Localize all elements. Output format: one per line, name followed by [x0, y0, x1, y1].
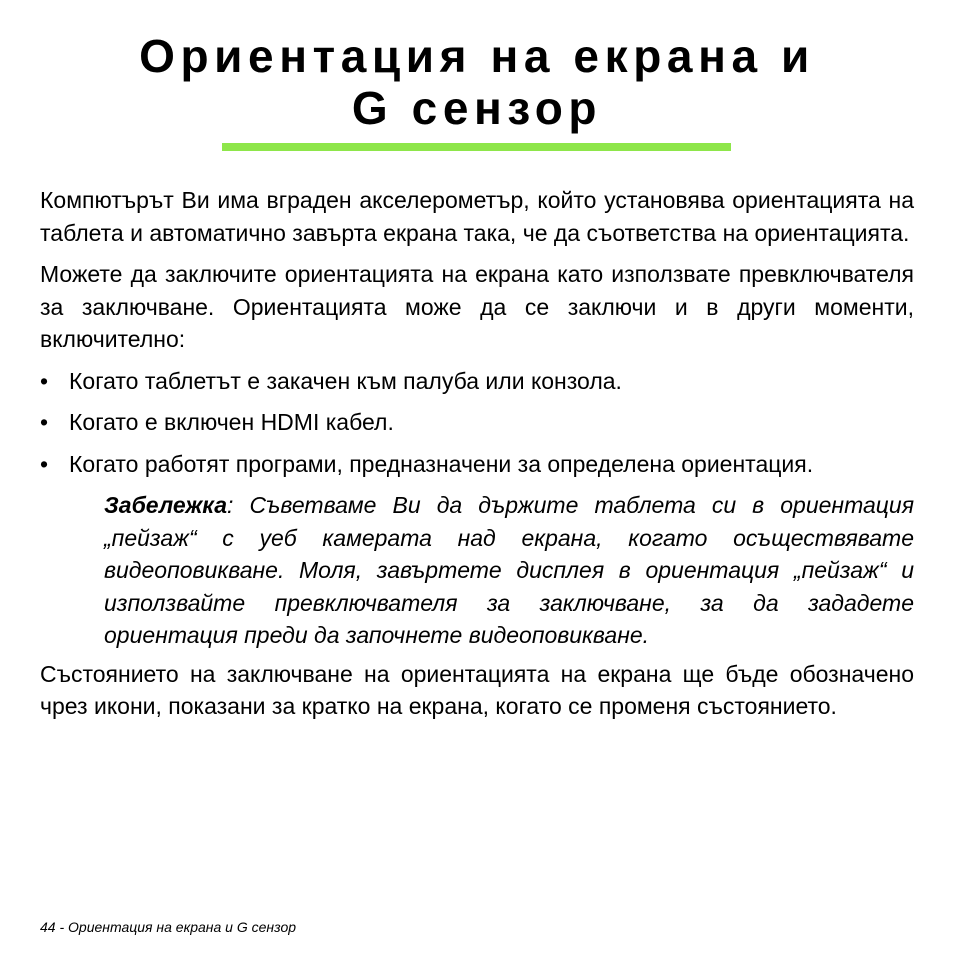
list-item	[40, 406, 914, 439]
note-text: : Съветваме Ви да държите таблета си в ориентация „пейзаж“ с уеб камерата над екрана, когато осъществявате видеоповикване. Моля, завъртете дисплея в ориентация „пейзаж“ и използвайте превключвателя за заключване, за да зададете ориентация преди да започнете видеоповикване.	[104, 492, 914, 648]
list-item-text: Когато е включен HDMI кабел.	[69, 409, 394, 435]
list-item-text: Когато таблетът е закачен към палуба или конзола.	[69, 367, 622, 394]
main-content	[40, 184, 914, 732]
page-title	[60, 30, 894, 134]
list-item	[40, 365, 914, 398]
bullet-list	[40, 365, 914, 481]
note-paragraph	[104, 489, 914, 652]
list-item	[40, 448, 914, 481]
page-title-line-1: Ориентация на екрана и	[139, 30, 815, 82]
list-item-text: Когато работят програми, предназначени за определена ориентация.	[69, 450, 814, 477]
page-footer: 44 - Ориентация на екрана и G сензор	[40, 919, 297, 935]
bullet-mark: •	[40, 409, 49, 435]
title-underline	[222, 143, 731, 151]
note-label: Забележка	[104, 492, 228, 518]
status-paragraph: Състоянието на заключване на ориентацията на екрана ще бъде обозначено чрез икони, показани за кратко на екрана, когато се променя състоянието.	[40, 660, 914, 719]
bullet-mark: •	[40, 367, 49, 394]
intro-paragraph: Компютърът Ви има вграден акселерометър, който установява ориентацията на таблета и автоматично завърта екрана така, че да съответства на ориентацията.	[40, 187, 914, 246]
bullet-mark: •	[40, 450, 49, 477]
lock-paragraph: Можете да заключите ориентацията на екрана като използвате превключвателя за заключване. Ориентацията може да се заключи и в други моменти, включително:	[40, 261, 914, 352]
page-title-line-2: G сензор	[351, 82, 603, 134]
